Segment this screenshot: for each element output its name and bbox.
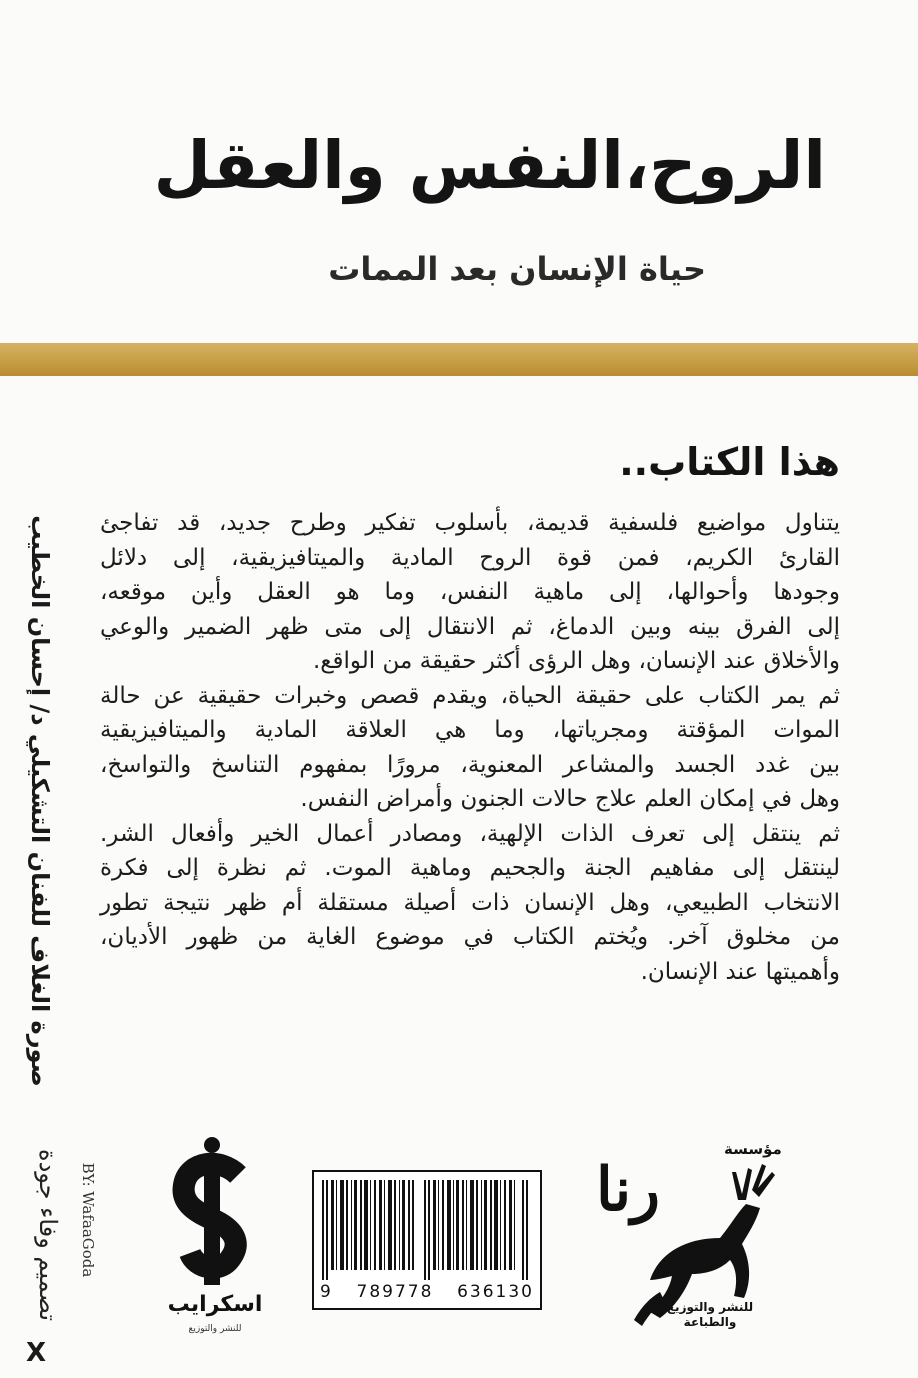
blurb-line: بين غدد الجسد والمشاعر المعنوية، مرورًا بمفهوم التناسخ والتواسخ، <box>100 751 840 778</box>
imprint-name: اسكرايب <box>167 1292 263 1317</box>
imprint-tagline: للنشر والتوزيع <box>188 1324 242 1334</box>
designer-brand: BY: WafaaGoda <box>79 1162 97 1278</box>
section-heading: هذا الكتاب.. <box>619 440 840 484</box>
publisher-subtitle: للنشر والتوزيع والطباعة <box>666 1300 754 1329</box>
blurb-line: وجودها وأحوالها، إلى ماهية النفس، وما هو العقل وأين موقعه، <box>100 579 840 605</box>
blurb-line: من مخلوق آخر. ويُختم الكتاب في موضوع الغاية من ظهور الأديان، <box>100 924 840 950</box>
blurb-line: ثم ينتقل إلى تعرف الذات الإلهية، ومصادر أعمال الخير وأفعال الشر. <box>100 820 840 847</box>
isbn-number <box>320 1282 534 1302</box>
blurb-line: الموات المؤقتة ومجرياتها، وما هي العلاقة المادية والميتافيزيقية <box>100 717 840 743</box>
blurb-line: إلى الفرق بينه وبين الدماغ، ثم الانتقال إلى متى ظهر الضمير والوعي <box>100 613 840 640</box>
blurb-line: يتناول مواضيع فلسفية قديمة، بأسلوب تفكير وطرح جديد، قد تفاجئ <box>100 510 840 536</box>
isbn-barcode <box>312 1170 542 1310</box>
blurb-line: ثم يمر الكتاب على حقيقة الحياة، ويقدم قصص وخبرات حقيقية عن حالة <box>100 682 840 709</box>
book-subtitle: حياة الإنسان بعد الممات <box>328 250 706 288</box>
book-title: الروح،النفس والعقل <box>153 127 826 204</box>
blurb-line: والأخلاق عند الإنسان، وهل الرؤى أكثر حقيقة من الواقع. <box>312 648 840 674</box>
designer-mark: X <box>26 1338 47 1368</box>
publisher-label: مؤسسة <box>724 1140 782 1158</box>
cover-art-credit <box>10 516 70 1086</box>
blurb-line: لينتقل إلى مفاهيم الجنة والجحيم وماهية الموت. ثم نظرة إلى فكرة <box>100 855 840 881</box>
barcode-bars-icon <box>322 1180 532 1280</box>
blurb-line: وهل في إمكان العلم علاج حالات الجنون وأمراض النفس. <box>300 786 840 812</box>
designer-signature <box>8 1110 98 1368</box>
blurb-line: الانتخاب الطبيعي، وهل الإنسان ذات أصيلة مستقلة أم ظهر نتيجة تطور <box>100 889 840 916</box>
isbn-prefix: 9 <box>320 1282 333 1302</box>
gold-band <box>0 343 918 376</box>
blurb-line: القارئ الكريم، فمن قوة الروح المادية والميتافيزيقية، إلى دلائل <box>100 544 840 571</box>
designer-name: تصميم وفاء جودة <box>34 1149 62 1321</box>
blurb-text <box>100 506 840 989</box>
blurb-line: وأهميتها عند الإنسان. <box>640 958 840 985</box>
isbn-group-1: 789778 <box>356 1282 434 1302</box>
cover-art-credit-text: صورة الغلاف للفنان التشكيلي د/ إحسان الخطيب <box>26 515 54 1087</box>
publisher-name: رنا <box>596 1155 660 1225</box>
isbn-group-2: 636130 <box>457 1282 534 1302</box>
